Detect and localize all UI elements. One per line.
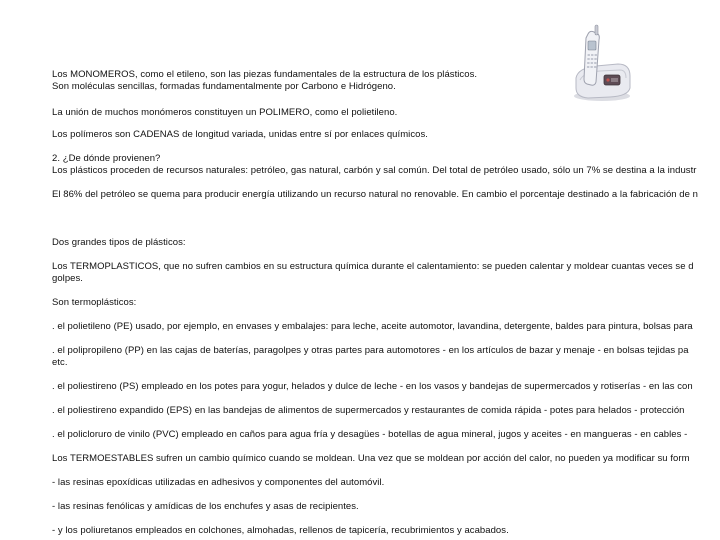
list-item: . el poliestireno expandido (EPS) en las bandejas de alimentos de supermercados y restaurantes de comida rápida - potes para helados - protección <box>52 405 685 416</box>
section-heading: Dos grandes tipos de plásticos: <box>52 237 186 248</box>
list-item: . el polietileno (PE) usado, por ejemplo, en envases y embalajes: para leche, aceite automotor, lavandina, detergente, baldes para pintura, bolsas para <box>52 321 693 332</box>
list-item: - las resinas fenólicas y amídicas de los enchufes y asas de recipientes. <box>52 501 359 512</box>
text-line: Los plásticos proceden de recursos naturales: petróleo, gas natural, carbón y sal común. Del total de petróleo usado, sólo un 7% se destina a la industr <box>52 165 697 176</box>
list-item: . el policloruro de vinilo (PVC) empleado en caños para agua fría y desagües - botellas de agua mineral, jugos y aceites - en mangueras - en cables - <box>52 429 688 440</box>
text-line: El 86% del petróleo se quema para producir energía utilizando un recurso natural no renovable. En cambio el porcentaje destinado a la fabricación de n <box>52 189 698 200</box>
text-line: etc. <box>52 357 68 368</box>
text-line: Son moléculas sencillas, formadas fundamentalmente por Carbono e Hidrógeno. <box>52 81 396 92</box>
text-line: Son termoplásticos: <box>52 297 137 308</box>
text-line: Los TERMOPLASTICOS, que no sufren cambios en su estructura química durante el calentamiento: se pueden calentar y moldear cuantas veces se d <box>52 261 694 272</box>
list-item: - las resinas epoxídicas utilizadas en adhesivos y componentes del automóvil. <box>52 477 385 488</box>
list-item: . el poliestireno (PS) empleado en los potes para yogur, helados y dulce de leche - en los vasos y bandejas de supermercados y rotiserías - en las con <box>52 381 693 392</box>
text-line: golpes. <box>52 273 83 284</box>
list-item: - y los poliuretanos empleados en colchones, almohadas, rellenos de tapicería, recubrimientos y acabados. <box>52 525 509 536</box>
text-line: La unión de muchos monómeros constituyen un POLIMERO, como el polietileno. <box>52 107 398 118</box>
text-line: 2. ¿De dónde provienen? <box>52 153 161 164</box>
text-line: Los MONOMEROS, como el etileno, son las piezas fundamentales de la estructura de los plásticos. <box>52 69 478 80</box>
text-line: Los polímeros son CADENAS de longitud variada, unidas entre sí por enlaces químicos. <box>52 129 428 140</box>
cordless-phone-icon <box>566 24 638 104</box>
list-item: . el polipropileno (PP) en las cajas de baterías, paragolpes y otras partes para automotores - en los artículos de bazar y menaje - en bolsas tejidas pa <box>52 345 689 356</box>
text-line: Los TERMOESTABLES sufren un cambio químico cuando se moldean. Una vez que se moldean por acción del calor, no pueden ya modificar su form <box>52 453 690 464</box>
